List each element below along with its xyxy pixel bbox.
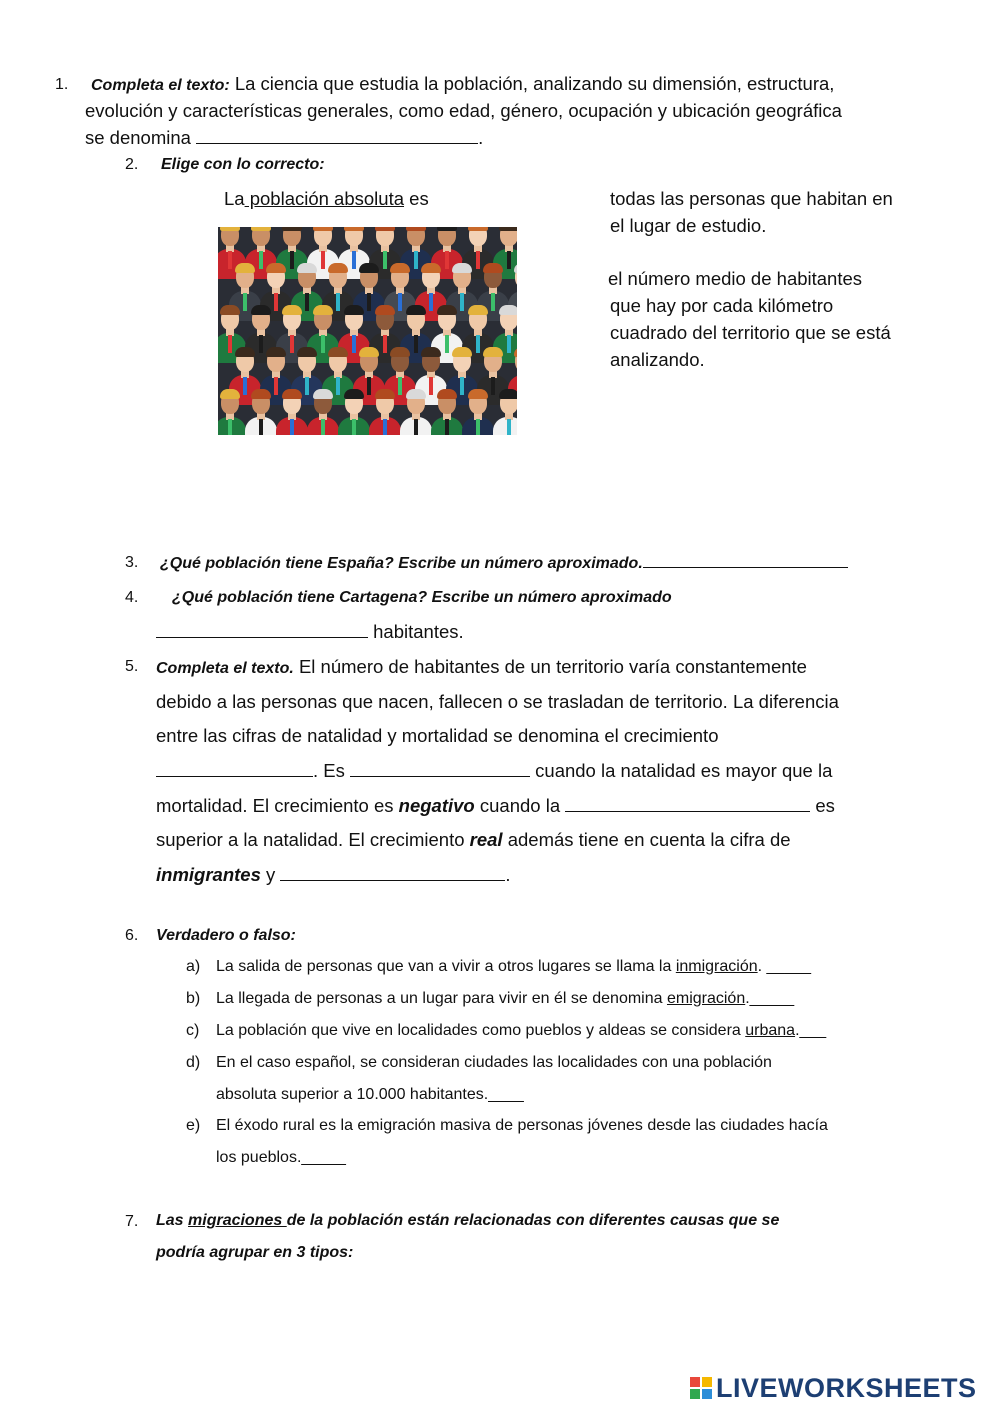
- q5-blank-2[interactable]: [350, 759, 530, 777]
- q1-number: 1.: [55, 76, 69, 93]
- q7-line2: podría agrupar en 3 tipos:: [156, 1244, 354, 1261]
- q5-line6-b: además tiene en cuenta la cifra de: [502, 829, 791, 850]
- q2-option-2-line1: el número medio de habitantes: [608, 268, 863, 289]
- crowd-person-hair: [344, 227, 364, 231]
- q6-item-e-line2: los pueblos._____: [216, 1149, 346, 1166]
- q3-number: 3.: [125, 554, 139, 571]
- crowd-person-hair: [220, 389, 240, 399]
- crowd-illustration: [218, 227, 517, 435]
- crowd-person-hair: [390, 263, 410, 273]
- q6-item-a-text: La salida de personas que van a vivir a otros lugares se llama la: [216, 958, 676, 975]
- q1-line2: evolución y características generales, como edad, género, ocupación y ubicación geográfica: [85, 100, 842, 121]
- q6-item-b-text: La llegada de personas a un lugar para vivir en él se denomina: [216, 990, 667, 1007]
- q3-text: ¿Qué población tiene España? Escribe un número aproximado.: [160, 555, 643, 572]
- q2-option-1-line1: todas las personas que habitan en: [610, 188, 893, 209]
- q4-number: 4.: [125, 589, 139, 606]
- crowd-person-hair: [421, 263, 441, 273]
- crowd-person-hair: [499, 305, 517, 315]
- q5-number: 5.: [125, 658, 139, 675]
- logo-wordmark: LIVEWORKSHEETS: [716, 1372, 977, 1403]
- q2-stem-suffix: es: [404, 188, 429, 209]
- crowd-person-tie: [507, 419, 511, 435]
- crowd-person-hair: [313, 389, 333, 399]
- q2-stem: [224, 185, 429, 212]
- q5-line4-mid: . Es: [313, 760, 351, 781]
- crowd-person-hair: [251, 389, 271, 399]
- q6-item-d-letter: d): [186, 1054, 201, 1071]
- crowd-person-tie: [259, 419, 263, 435]
- q4-answer-blank[interactable]: [156, 620, 368, 638]
- q6-item-c-term: urbana: [745, 1022, 796, 1039]
- q5-line6: [156, 826, 791, 853]
- crowd-person-hair: [375, 389, 395, 399]
- q5-text-1: El número de habitantes de un territorio varía constantemente: [293, 656, 807, 677]
- q1-line3: [85, 124, 483, 151]
- q7-number: 7.: [125, 1213, 139, 1230]
- q5-negativo: negativo: [398, 795, 475, 816]
- q6-item-e[interactable]: [216, 1115, 828, 1169]
- q6-item-d[interactable]: [216, 1052, 772, 1106]
- crowd-person-hair: [220, 305, 240, 315]
- crowd-person-hair: [375, 227, 395, 231]
- crowd-person-hair: [297, 347, 317, 357]
- q6-item-c-blank: .___: [795, 1022, 827, 1039]
- q2-label: Elige con lo correcto:: [161, 156, 325, 173]
- crowd-person-hair: [421, 347, 441, 357]
- crowd-person-hair: [514, 347, 517, 357]
- crowd-person-hair: [468, 389, 488, 399]
- q1-line3-prefix: se denomina: [85, 127, 197, 148]
- crowd-person-hair: [359, 347, 379, 357]
- crowd-person-tie: [321, 419, 325, 435]
- crowd-person-hair: [514, 263, 517, 273]
- q2-stem-term: población absoluta: [244, 188, 405, 209]
- q5-blank-1[interactable]: [156, 759, 313, 777]
- crowd-person-hair: [313, 227, 333, 231]
- q5-inmigrantes: inmigrantes: [156, 864, 261, 885]
- q1-text-1: La ciencia que estudia la población, analizando su dimensión, estructura,: [229, 73, 835, 94]
- crowd-person-hair: [235, 347, 255, 357]
- crowd-person-tie: [383, 419, 387, 435]
- q6-number: 6.: [125, 927, 139, 944]
- q4-line2: [156, 618, 464, 645]
- crowd-person-tie: [414, 419, 418, 435]
- q5-line5-b: cuando la: [474, 795, 566, 816]
- crowd-person-hair: [282, 227, 302, 231]
- q5-line5-a: mortalidad. El crecimiento es: [156, 795, 399, 816]
- q7-term: migraciones: [188, 1212, 287, 1229]
- q6-item-b[interactable]: [216, 988, 794, 1010]
- crowd-person-hair: [437, 305, 457, 315]
- q5-label: Completa el texto.: [156, 660, 294, 677]
- q5-line2: debido a las personas que nacen, fallecen o se trasladan de territorio. La diferencia: [156, 691, 839, 712]
- q6-item-b-blank: ._____: [745, 990, 795, 1007]
- crowd-person-tie: [476, 419, 480, 435]
- q2-option-2[interactable]: [608, 265, 891, 373]
- q2-option-1[interactable]: [610, 185, 893, 239]
- q1-line1: [85, 70, 834, 99]
- q4-suffix: habitantes.: [368, 621, 464, 642]
- crowd-person-tie: [228, 419, 232, 435]
- crowd-person-hair: [251, 227, 271, 231]
- crowd-person-hair: [437, 227, 457, 231]
- crowd-person-hair: [251, 305, 271, 315]
- crowd-person-hair: [297, 263, 317, 273]
- q5-line7: [156, 861, 511, 888]
- q5-line6-a: superior a la natalidad. El crecimiento: [156, 829, 470, 850]
- crowd-person-hair: [282, 305, 302, 315]
- crowd-person-hair: [328, 347, 348, 357]
- crowd-person-hair: [266, 263, 286, 273]
- crowd-person-hair: [452, 347, 472, 357]
- crowd-person-hair: [468, 305, 488, 315]
- q6-item-d-line1: En el caso español, se consideran ciudades las localidades con una población: [216, 1054, 772, 1071]
- q2-stem-prefix: La: [224, 188, 245, 209]
- q5-line1: [156, 653, 807, 682]
- q6-item-a-letter: a): [186, 958, 201, 975]
- q6-item-c-text: La población que vive en localidades como pueblos y aldeas se considera: [216, 1022, 746, 1039]
- crowd-person-hair: [328, 263, 348, 273]
- q5-real: real: [469, 829, 503, 850]
- q7-prefix: Las: [156, 1212, 189, 1229]
- logo-cell-i: [702, 1377, 712, 1387]
- crowd-person-tie: [352, 419, 356, 435]
- crowd-person-hair: [375, 305, 395, 315]
- q6-item-a-term: inmigración: [675, 958, 758, 975]
- q2-option-2-line4: analizando.: [610, 349, 705, 370]
- q3-line: [160, 552, 848, 575]
- q5-line4-end: cuando la natalidad es mayor que la: [530, 760, 833, 781]
- crowd-person-hair: [483, 347, 503, 357]
- logo-mark-icon: [690, 1377, 712, 1399]
- q6-label: Verdadero o falso:: [156, 927, 296, 944]
- q6-item-c[interactable]: [216, 1020, 826, 1042]
- q6-item-d-line2: absoluta superior a 10.000 habitantes.____: [216, 1086, 524, 1103]
- q2-option-1-line2: el lugar de estudio.: [610, 215, 767, 236]
- q5-line3: entre las cifras de natalidad y mortalidad se denomina el crecimiento: [156, 725, 719, 746]
- crowd-person-hair: [220, 227, 240, 231]
- q5-line4: [156, 757, 832, 784]
- crowd-person-hair: [483, 263, 503, 273]
- crowd-person-tie: [445, 419, 449, 435]
- q5-line5: [156, 792, 835, 819]
- logo-cell-l: [690, 1377, 700, 1387]
- crowd-person-hair: [499, 227, 517, 231]
- crowd-person-hair: [406, 305, 426, 315]
- q6-item-b-term: emigración: [666, 990, 746, 1007]
- q5-line5-c: es: [810, 795, 835, 816]
- crowd-person: [491, 387, 517, 435]
- q2-number: 2.: [125, 156, 139, 173]
- crowd-person-hair: [468, 227, 488, 231]
- q5-line7-a: y: [260, 864, 281, 885]
- q3-answer-blank[interactable]: [643, 552, 848, 568]
- q6-item-e-letter: e): [186, 1117, 201, 1134]
- liveworksheets-logo[interactable]: [690, 1372, 977, 1404]
- crowd-person-hair: [344, 389, 364, 399]
- logo-cell-v: [690, 1389, 700, 1399]
- logo-cell-e: [702, 1389, 712, 1399]
- q6-item-a[interactable]: [216, 956, 811, 978]
- crowd-person-hair: [452, 263, 472, 273]
- q7-line1: [156, 1210, 779, 1232]
- q5-blank-4[interactable]: [280, 863, 505, 881]
- crowd-person-hair: [266, 347, 286, 357]
- crowd-person-hair: [437, 389, 457, 399]
- crowd-person-hair: [499, 389, 517, 399]
- q2-option-2-line2: que hay por cada kilómetro: [610, 295, 834, 316]
- crowd-person-hair: [313, 305, 333, 315]
- q5-blank-3[interactable]: [565, 794, 810, 812]
- crowd-person-hair: [344, 305, 364, 315]
- crowd-person-hair: [390, 347, 410, 357]
- q7-line1-rest: de la población están relacionadas con diferentes causas que se: [286, 1212, 780, 1229]
- q6-item-b-letter: b): [186, 990, 201, 1007]
- crowd-person-tie: [290, 419, 294, 435]
- crowd-person-hair: [235, 263, 255, 273]
- q4-text: ¿Qué población tiene Cartagena? Escribe un número aproximado: [172, 589, 672, 606]
- crowd-person-hair: [359, 263, 379, 273]
- crowd-person-hair: [406, 227, 426, 231]
- q1-answer-blank[interactable]: [196, 126, 478, 144]
- crowd-person-hair: [282, 389, 302, 399]
- q5-line7-end: .: [505, 864, 511, 885]
- q1-label: Completa el texto:: [91, 77, 230, 94]
- q6-item-e-line1: El éxodo rural es la emigración masiva de personas jóvenes desde las ciudades hacía: [216, 1117, 828, 1134]
- crowd-person-hair: [406, 389, 426, 399]
- q6-item-a-blank: . _____: [757, 958, 812, 975]
- q1-line3-suffix: .: [478, 127, 484, 148]
- q2-option-2-line3: cuadrado del territorio que se está: [610, 322, 891, 343]
- q6-item-c-letter: c): [186, 1022, 200, 1039]
